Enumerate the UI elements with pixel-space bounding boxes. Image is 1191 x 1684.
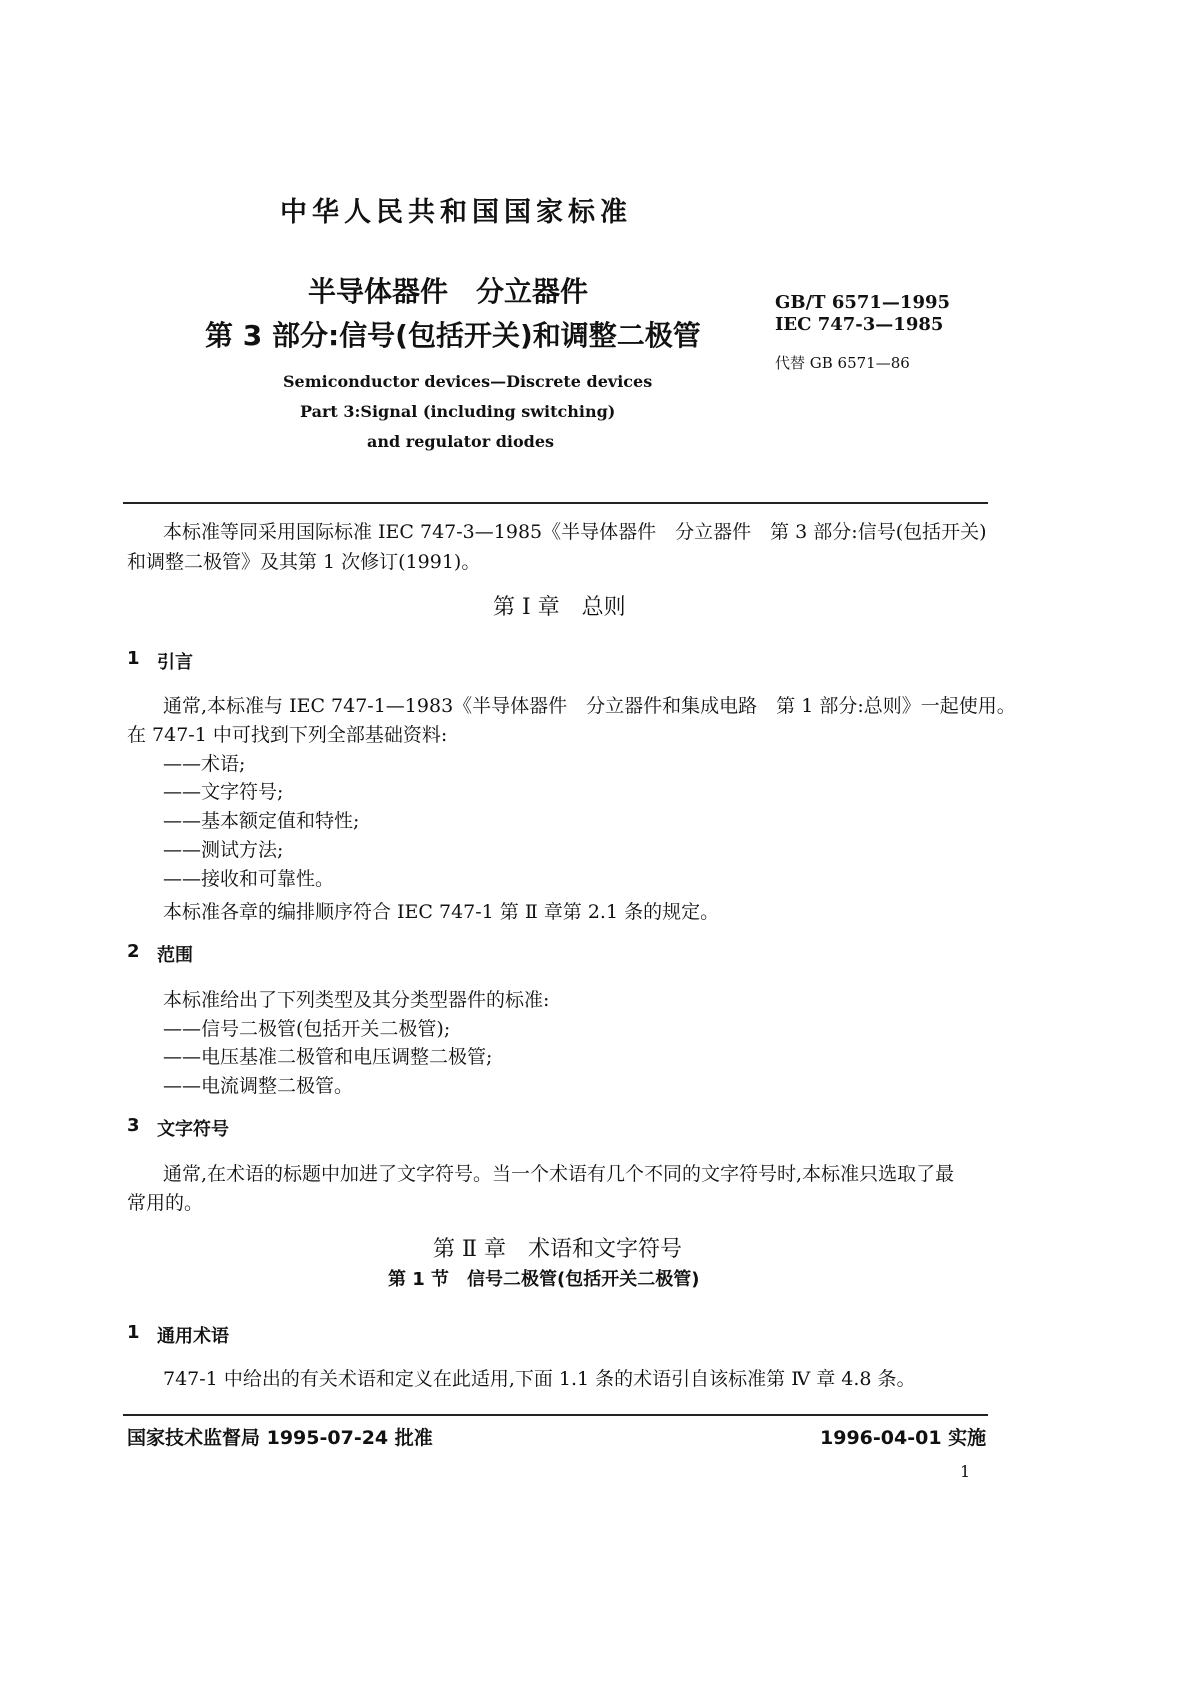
chapter2-section-title: 第 1 节 信号二极管(包括开关二极管) bbox=[388, 1269, 700, 1290]
chapter1-title: 第 I 章 总则 bbox=[493, 595, 626, 620]
page-number: 1 bbox=[960, 1462, 971, 1481]
section2-title: 范围 bbox=[157, 945, 193, 966]
list-item: ——电流调整二极管。 bbox=[163, 1075, 354, 1097]
section3-para1: 通常,在术语的标题中加进了文字符号。当一个术语有几个不同的文字符号时,本标准只选取了最 bbox=[163, 1163, 955, 1185]
list-item: ——基本额定值和特性; bbox=[163, 810, 360, 832]
footer-divider bbox=[123, 1414, 988, 1416]
title-cn-line2: 第 3 部分:信号(包括开关)和调整二极管 bbox=[205, 319, 701, 352]
list-item: ——文字符号; bbox=[163, 781, 284, 803]
list-item: ——接收和可靠性。 bbox=[163, 868, 335, 890]
section1-number: 1 bbox=[127, 648, 140, 669]
national-standard-heading: 中华人民共和国国家标准 bbox=[280, 197, 632, 228]
section3-number: 3 bbox=[127, 1115, 140, 1136]
title-en-line2: Part 3:Signal (including switching) bbox=[300, 402, 616, 421]
replaces-standard: 代替 GB 6571—86 bbox=[775, 354, 910, 372]
chapter2-title: 第 Ⅱ 章 术语和文字符号 bbox=[433, 1237, 682, 1262]
section2-para1: 本标准给出了下列类型及其分类型器件的标准: bbox=[163, 989, 550, 1011]
section1-para3: 本标准各章的编排顺序符合 IEC 747-1 第 Ⅱ 章第 2.1 条的规定。 bbox=[163, 901, 720, 923]
title-en-line1: Semiconductor devices—Discrete devices bbox=[283, 372, 653, 391]
iec-number: IEC 747-3—1985 bbox=[775, 314, 944, 335]
list-item: ——信号二极管(包括开关二极管); bbox=[163, 1018, 451, 1040]
intro-line2: 和调整二极管》及其第 1 次修订(1991)。 bbox=[127, 551, 481, 573]
section2-number: 2 bbox=[127, 941, 140, 962]
title-cn-line1: 半导体器件 分立器件 bbox=[308, 275, 589, 308]
intro-line1: 本标准等同采用国际标准 IEC 747-3—1985《半导体器件 分立器件 第 3 部分:信号(包括开关) bbox=[163, 521, 987, 543]
title-en-line3: and regulator diodes bbox=[367, 432, 555, 451]
list-item: ——术语; bbox=[163, 753, 246, 775]
list-item: ——电压基准二极管和电压调整二极管; bbox=[163, 1046, 493, 1068]
section1-para1: 通常,本标准与 IEC 747-1—1983《半导体器件 分立器件和集成电路 第 1 部分:总则》一起使用。 bbox=[163, 695, 1016, 717]
ch2-section1-title: 通用术语 bbox=[157, 1326, 229, 1347]
section1-para2: 在 747-1 中可找到下列全部基础资料: bbox=[127, 724, 448, 746]
section3-title: 文字符号 bbox=[157, 1119, 229, 1140]
header-divider bbox=[123, 502, 988, 504]
ch2-section1-para1: 747-1 中给出的有关术语和定义在此适用,下面 1.1 条的术语引自该标准第 Ⅳ 章 4.8 条。 bbox=[163, 1368, 916, 1390]
section3-para2: 常用的。 bbox=[127, 1192, 204, 1214]
std-number: GB/T 6571—1995 bbox=[775, 292, 951, 313]
section1-title: 引言 bbox=[157, 652, 193, 673]
effective-date: 1996-04-01 实施 bbox=[820, 1427, 987, 1449]
list-item: ——测试方法; bbox=[163, 839, 284, 861]
ch2-section1-number: 1 bbox=[127, 1322, 140, 1343]
approval-info: 国家技术监督局 1995-07-24 批准 bbox=[127, 1427, 433, 1449]
